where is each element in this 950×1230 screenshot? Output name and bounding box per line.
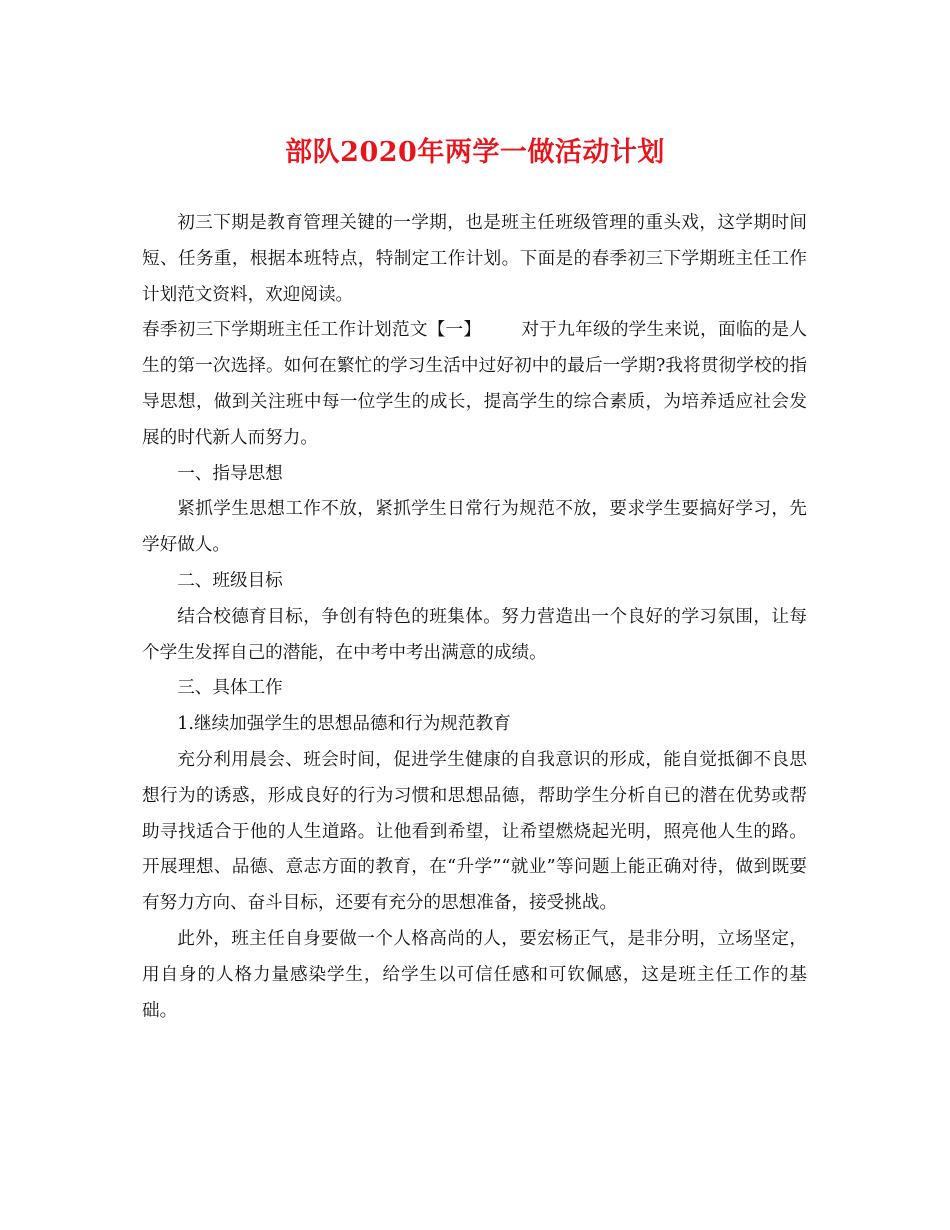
sample-lead-text: 对于九年级的学生来说，面临的是人生的第一次选择。如何在繁忙的学习生活中过好初中的最后一学期?我将贯彻学校的指导思想，做到关注班中每一位学生的成长，提高学生的综合素质，为培养适应社会发展的时代新人而努力。	[142, 320, 807, 448]
section-text-class-goal: 结合校德育目标，争创有特色的班集体。努力营造出一个良好的学习氛围，让每个学生发挥自己的潜能，在中考中考出满意的成绩。	[142, 606, 807, 663]
sample-heading: 春季初三下学期班主任工作计划范文【一】	[142, 320, 482, 341]
document-title: 部队2020年两学一做活动计划	[285, 137, 665, 168]
section-heading-guiding-thought: 一、指导思想	[177, 463, 283, 484]
document-body	[142, 206, 807, 1029]
sample-paragraph	[142, 313, 807, 456]
section-heading-class-goal: 二、班级目标	[177, 570, 283, 591]
item-text-teacher-role: 此外，班主任自身要做一个人格高尚的人，要宏杨正气，是非分明，立场坚定，用自身的人格力量感染学生，给学生以可信任感和可钦佩感，这是班主任工作的基础。	[142, 928, 807, 1021]
item-heading-moral-education: 1.继续加强学生的思想品德和行为规范教育	[177, 714, 511, 735]
section-heading-specific-work: 三、具体工作	[177, 678, 283, 699]
intro-paragraph: 初三下期是教育管理关键的一学期，也是班主任班级管理的重头戏，这学期时间短、任务重，根据本班特点，特制定工作计划。下面是的春季初三下学期班主任工作计划范文资料，欢迎阅读。	[142, 213, 807, 305]
section-text-guiding-thought: 紧抓学生思想工作不放，紧抓学生日常行为规范不放，要求学生要搞好学习，先学好做人。	[142, 499, 807, 556]
item-text-moral-education: 充分利用晨会、班会时间，促进学生健康的自我意识的形成，能自觉抵御不良思想行为的诱惑，形成良好的行为习惯和思想品德，帮助学生分析自已的潜在优势或帮助寻找适合于他的人生道路。让他看到希望，让希望燃烧起光明，照亮他人生的路。开展理想、品德、意志方面的教育，在“升学”“就业”等问题上能正确对待，做到既要有努力方向、奋斗目标，还要有充分的思想准备，接受挑战。	[142, 749, 807, 914]
